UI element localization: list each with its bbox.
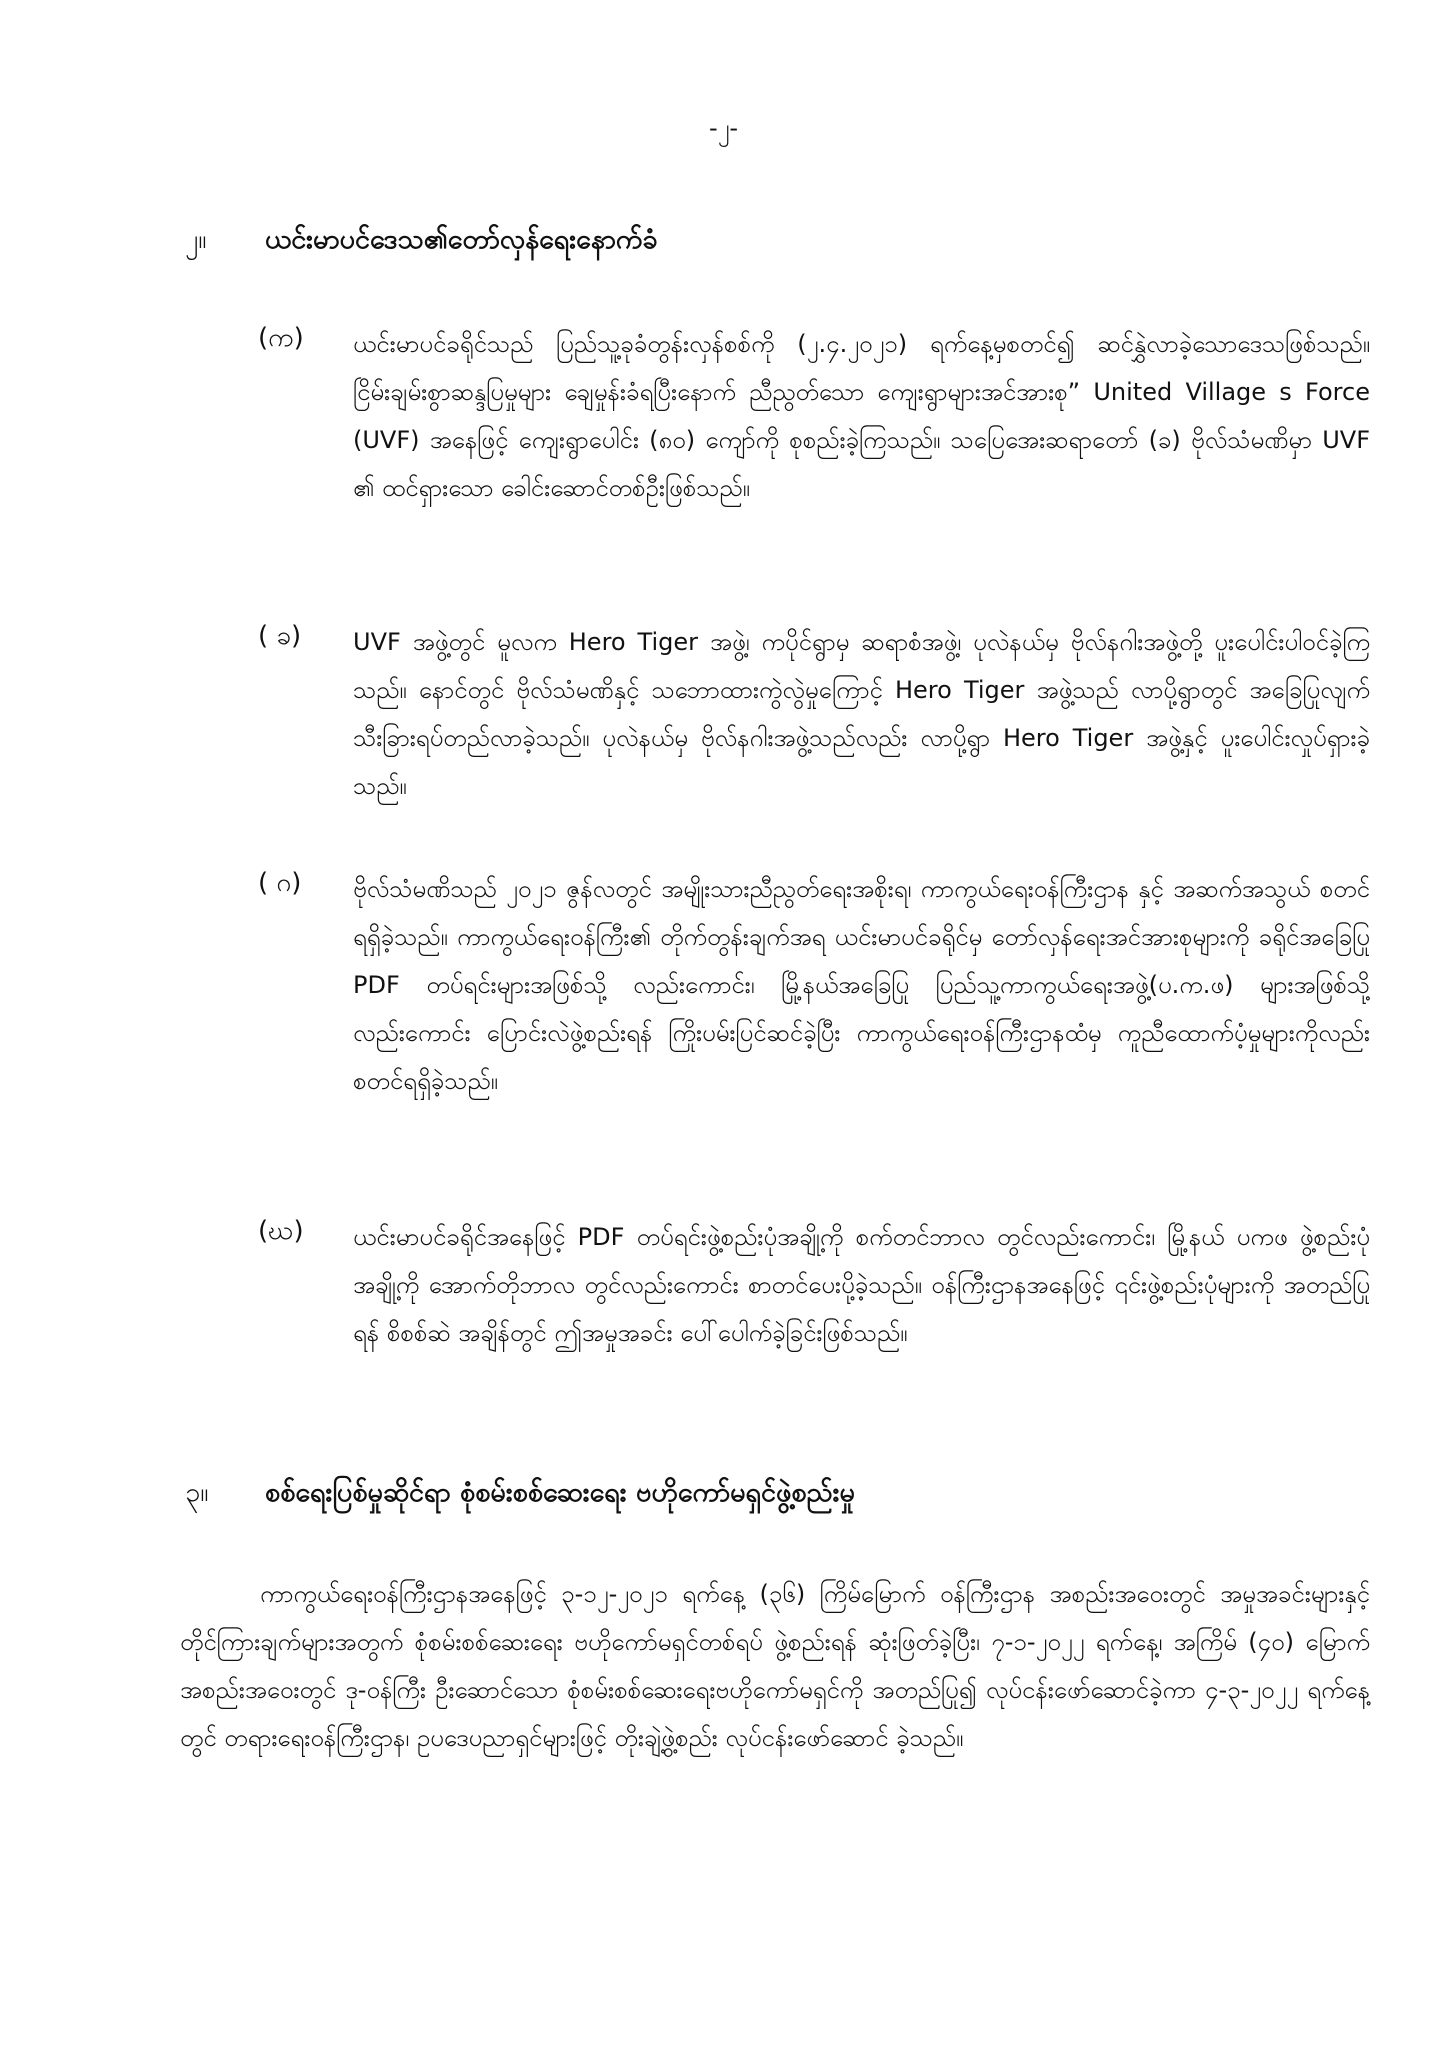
item-text: UVF အဖွဲ့တွင် မူလက Hero Tiger အဖွဲ့၊ ကပိုင်ရွာမှ ဆရာစံအဖွဲ့၊ ပုလဲနယ်မှ ဗိုလ်နဂါးအဖွဲ့တို့ ပူးပေါင်းပါဝင်ခဲ့ကြသည်။ နောင်တွင် ဗိုလ်သံမဏိနှင့် သဘောထားကွဲလွဲမှုကြောင့် Hero Tiger အဖွဲ့သည် လာပို့ရွာတွင် အခြေပြုလျက် သီးခြားရပ်တည်လာခဲ့သည်။ ပုလဲနယ်မှ ဗိုလ်နဂါးအဖွဲ့သည်လည်း လာပို့ရွာ Hero Tiger အဖွဲ့နှင့် ပူးပေါင်းလှုပ်ရှားခဲ့သည်။ [353, 628, 1370, 800]
item-label: ( ခ) [258, 621, 302, 651]
page-number: -၂- [708, 114, 739, 142]
section-2-item-ka [258, 320, 1370, 512]
section-2-item-kha [258, 618, 1370, 810]
item-label: (က) [258, 323, 304, 353]
section-3-number: ၃။ [185, 1477, 209, 1508]
section-3-heading [185, 1475, 1365, 1515]
section-2-item-gha [258, 1213, 1370, 1357]
item-label: (ဃ) [258, 1216, 304, 1246]
section-3-title: စစ်ရေးပြစ်မှုဆိုင်ရာ စုံစမ်းစစ်ဆေးရေး ဗဟိုကော်မရှင်ဖွဲ့စည်းမှု [265, 1477, 855, 1508]
section-2-title: ယင်းမာပင်ဒေသ၏တော်လှန်ရေးနောက်ခံ [265, 224, 658, 255]
section-2-number: ၂။ [185, 224, 207, 255]
item-text: ယင်းမာပင်ခရိုင်သည် ပြည်သူ့ခုခံတွန်းလှန်စစ်ကို (၂.၄.၂၀၂၁) ရက်နေ့မှစတင်၍ ဆင်နွှဲလာခဲ့သောဒေသဖြစ်သည်။ ငြိမ်းချမ်းစွာဆန္ဒပြမှုများ ချေမှုန်းခံရပြီးနောက် ညီညွတ်သော ကျေးရွာများအင်အားစု” United Village s Force (UVF) အနေဖြင့် ကျေးရွာပေါင်း (၈၀) ကျော်ကို စုစည်းခဲ့ကြသည်။ သပြေအေးဆရာတော် (ခ) ဗိုလ်သံမဏိမှာ UVF ၏ ထင်ရှားသော ခေါင်းဆောင်တစ်ဦးဖြစ်သည်။ [353, 330, 1370, 502]
item-text: ယင်းမာပင်ခရိုင်အနေဖြင့် PDF တပ်ရင်းဖွဲ့စည်းပုံအချို့ကို စက်တင်ဘာလ တွင်လည်းကောင်း၊ မြို့နယ် ပကဖ ဖွဲ့စည်းပုံအချို့ကို အောက်တိုဘာလ တွင်လည်းကောင်း စာတင်ပေးပို့ခဲ့သည်။ ဝန်ကြီးဌာနအနေဖြင့် ၎င်းဖွဲ့စည်းပုံများကို အတည်ပြုရန် စိစစ်ဆဲ အချိန်တွင် ဤအမှုအခင်း ပေါ်ပေါက်ခဲ့ခြင်းဖြစ်သည်။ [353, 1223, 1370, 1347]
item-label: ( ဂ) [258, 868, 302, 898]
section-2-item-ga [258, 865, 1370, 1105]
section-2-heading [185, 222, 1365, 262]
item-text: ဗိုလ်သံမဏိသည် ၂၀၂၁ ဇွန်လတွင် အမျိုးသားညီညွတ်ရေးအစိုးရ၊ ကာကွယ်ရေးဝန်ကြီးဌာန နှင့် အဆက်အသွယ် စတင်ရရှိခဲ့သည်။ ကာကွယ်ရေးဝန်ကြီး၏ တိုက်တွန်းချက်အရ ယင်းမာပင်ခရိုင်မှ တော်လှန်ရေးအင်အားစုများကို ခရိုင်အခြေပြု PDF တပ်ရင်းများအဖြစ်သို့ လည်းကောင်း၊ မြို့နယ်အခြေပြု ပြည်သူ့ကာကွယ်ရေးအဖွဲ့(ပ.က.ဖ) များအဖြစ်သို့ လည်းကောင်း ပြောင်းလဲဖွဲ့စည်းရန် ကြိုးပမ်းပြင်ဆင်ခဲ့ပြီး ကာကွယ်ရေးဝန်ကြီးဌာနထံမှ ကူညီထောက်ပံ့မှုများကိုလည်း စတင်ရရှိခဲ့သည်။ [353, 875, 1370, 1095]
section-3-paragraph: ကာကွယ်ရေးဝန်ကြီးဌာနအနေဖြင့် ၃-၁၂-၂၀၂၁ ရက်နေ့ (၃၆) ကြိမ်မြောက် ဝန်ကြီးဌာန အစည်းအဝေးတွင် အမှုအခင်းများနှင့် တိုင်ကြားချက်များအတွက် စုံစမ်းစစ်ဆေးရေး ဗဟိုကော်မရှင်တစ်ရပ် ဖွဲ့စည်းရန် ဆုံးဖြတ်ခဲ့ပြီး၊ ၇-၁-၂၀၂၂ ရက်နေ့၊ အကြိမ် (၄၀) မြောက်အစည်းအဝေးတွင် ဒု-ဝန်ကြီး ဦးဆောင်သော စုံစမ်းစစ်ဆေးရေးဗဟိုကော်မရှင်ကို အတည်ပြု၍ လုပ်ငန်းဖော်ဆောင်ခဲ့ကာ ၄-၃-၂၀၂၂ ရက်နေ့တွင် တရားရေးဝန်ကြီးဌာန၊ ဥပဒေပညာရှင်များဖြင့် တိုးချဲ့ဖွဲ့စည်း လုပ်ငန်းဖော်ဆောင် ခဲ့သည်။ [180, 1580, 1370, 1752]
